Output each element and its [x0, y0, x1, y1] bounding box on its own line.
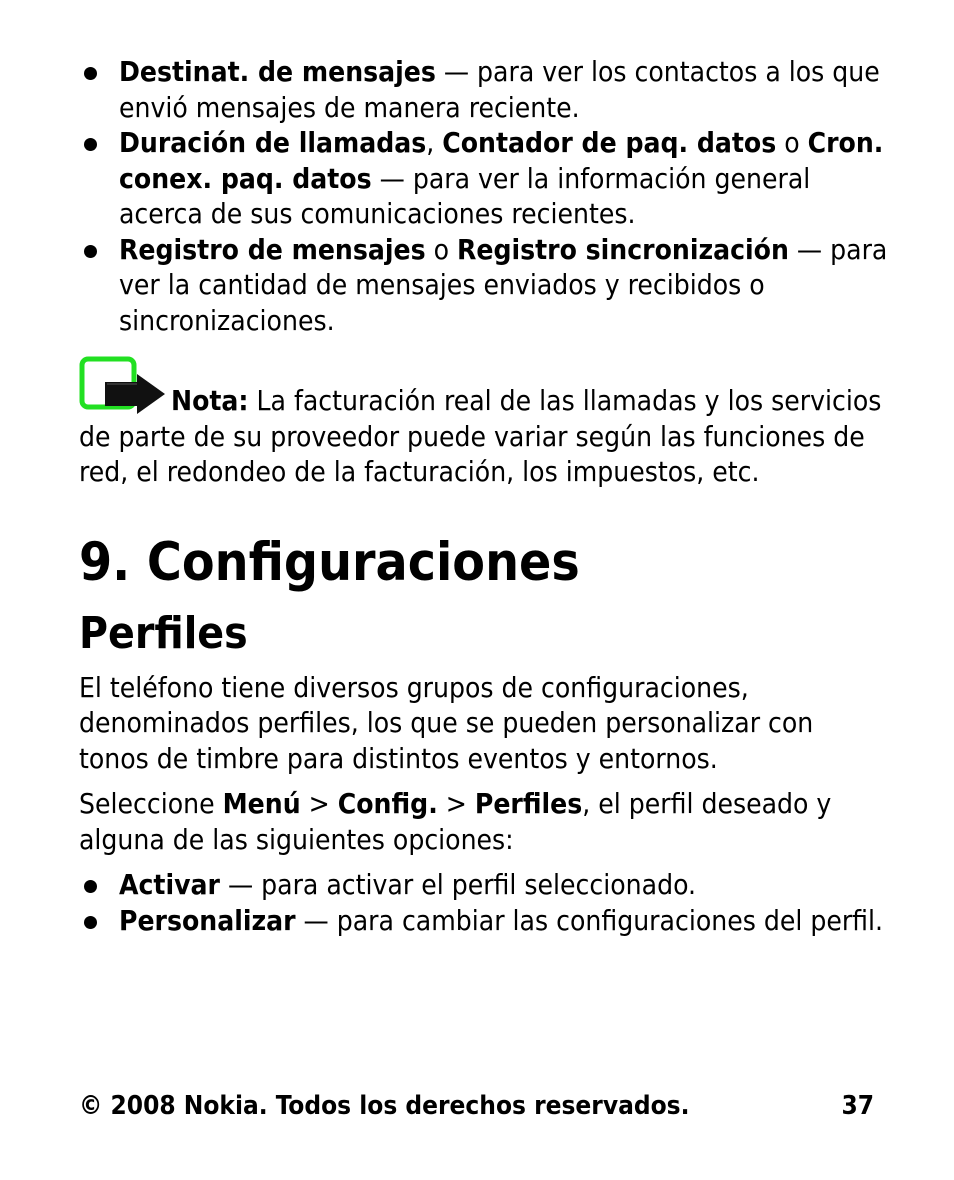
term-personalizar: Personalizar — [119, 903, 296, 937]
bullet-icon — [84, 138, 97, 151]
separator: , — [426, 126, 443, 159]
section-title: Perfiles — [79, 607, 248, 659]
list-item — [79, 232, 889, 339]
separator: o — [425, 232, 457, 266]
list-item — [79, 903, 889, 939]
page-footer — [79, 1090, 874, 1122]
separator: o — [776, 126, 808, 159]
bullet-icon — [84, 916, 97, 929]
item-description: — para ver la información general acerca de sus comunicaciones recientes. — [119, 161, 811, 230]
term-duracion-llamadas: Duración de llamadas — [119, 126, 427, 159]
term-contador-paq-datos: Contador de paq. datos — [442, 126, 777, 159]
menu-path-paragraph — [79, 786, 889, 857]
item-description: — para ver los contactos a los que envió mensajes de manera reciente. — [119, 55, 880, 124]
item-description: — para activar el perfil seleccionado. — [219, 868, 696, 901]
term-registro-sincronizacion: Registro sincronización — [456, 232, 789, 266]
chapter-title: 9. Configuraciones — [79, 531, 580, 593]
path-separator: > — [300, 787, 338, 820]
list-item — [79, 54, 889, 125]
path-config: Config. — [337, 787, 438, 820]
note-block — [79, 356, 889, 490]
bullet-icon — [84, 880, 97, 893]
page-content — [79, 54, 889, 938]
intro-paragraph: El teléfono tiene diversos grupos de configuraciones, denominados perfiles, los que se pueden personalizar con tonos de timbre para distintos eventos y entornos. — [79, 670, 814, 775]
note-arrow-icon — [79, 356, 169, 416]
bullet-icon — [84, 245, 97, 258]
path-menu: Menú — [222, 787, 301, 820]
term-registro-mensajes: Registro de mensajes — [119, 232, 426, 266]
term-activar: Activar — [119, 868, 220, 901]
note-label: Nota: — [171, 384, 249, 417]
note-text: La facturación real de las llamadas y los servicios de parte de su proveedor puede variar según las funciones de red, el redondeo de la facturación, los impuestos, etc. — [79, 384, 882, 488]
term-cron-conex-paq-datos: Cron. conex. paq. datos — [119, 126, 884, 195]
path-perfiles: Perfiles — [474, 787, 583, 820]
list-item — [79, 125, 889, 232]
page-number: 37 — [841, 1091, 874, 1121]
feature-list — [79, 54, 889, 338]
options-list — [79, 867, 889, 938]
path-suffix: , el perfil deseado y alguna de las siguientes opciones: — [79, 787, 832, 856]
term-destinat-mensajes: Destinat. de mensajes — [119, 55, 436, 88]
path-separator: > — [437, 787, 475, 820]
item-description: — para ver la cantidad de mensajes enviados y recibidos o sincronizaciones. — [119, 232, 888, 337]
bullet-icon — [84, 67, 97, 80]
copyright: © 2008 Nokia. Todos los derechos reservados. — [79, 1091, 690, 1121]
path-prefix: Seleccione — [79, 787, 223, 820]
item-description: — para cambiar las configuraciones del perfil. — [295, 903, 884, 937]
list-item — [79, 867, 889, 903]
